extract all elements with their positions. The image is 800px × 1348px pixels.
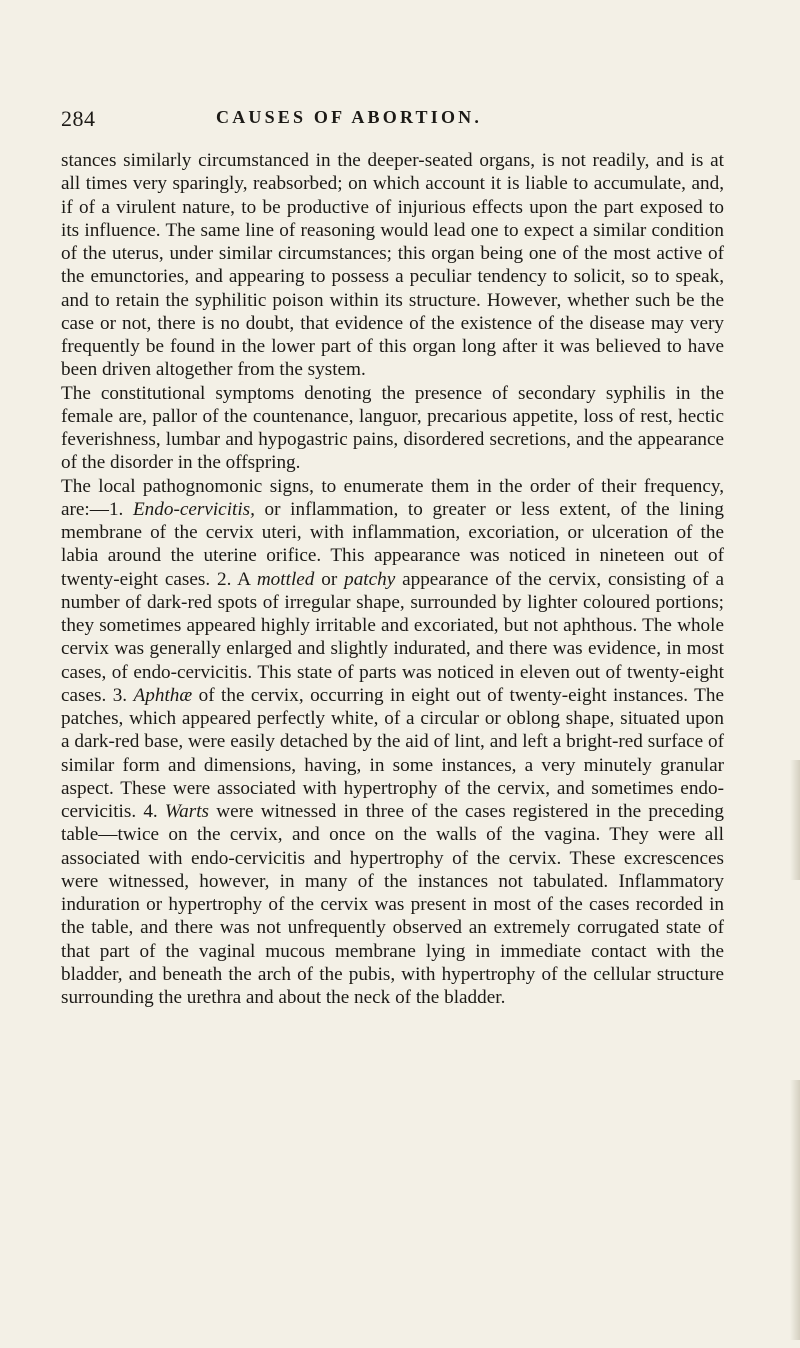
text-run: The constitutional symptoms denoting the presence of secondary syphilis in the female are, pallor of the countenance, languor, precarious appetite, loss of rest, hectic feverishness, lumbar and hypogastric pains, disordered secretions, and the appearance of the disorder in the offspring.: [61, 382, 724, 474]
paragraph: [61, 149, 724, 382]
text-run: of the cervix, occurring in eight out of twenty-eight instances. The patches, which appeared perfectly white, of a circular or oblong shape, situated upon a dark-red base, were easily detached by the aid of lint, and left a bright-red surface of similar form and dimensions, having, in some instances, a very minutely granular aspect. These were associated with hypertrophy of the cervix, and sometimes endo-cervicitis. 4.: [61, 684, 725, 822]
text-run: stances similarly circumstanced in the deeper-seated organs, is not readily, and is at all times very sparingly, reabsorbed; on which account it is liable to accumulate, and, if of a virulent nature, to be productive of injurious effects upon the part exposed to its influence. The same line of reasoning would lead one to expect a similar condition of the uterus, under similar circumstances; this organ being one of the most active of the emunctories, and appearing to possess a peculiar tendency to solicit, so to speak, and to retain the syphilitic poison within its structure. However, whether such be the case or not, there is no doubt, that evidence of the existence of the disease may very frequently be found in the lower part of this organ long after it was believed to have been driven altogether from the system.: [61, 150, 724, 381]
body-text: [61, 149, 724, 1009]
page-edge-shadow: [790, 760, 800, 880]
page-number: 284: [61, 106, 96, 131]
paragraph: [61, 382, 724, 475]
text-run: were witnessed in three of the cases registered in the preceding table—twice on the cervix, and once on the walls of the vagina. They were all associated with endo-cervicitis and hypertrophy of the cervix. These excrescences were witnessed, however, in many of the instances not tabulated. Inflammatory induration or hypertrophy of the cervix was present in most of the cases recorded in the table, and there was not unfrequently observed an extremely corrugated state of that part of the vaginal mucous membrane lying in immediate contact with the bladder, and beneath the arch of the pubis, with hypertrophy of the cellular structure surrounding the urethra and about the neck of the bladder.: [61, 801, 724, 1008]
text-run: or inflammation, to greater or less extent, of the lining membrane of the cervix uteri, with inflammation, excoriation, or ulceration of the labia around the uterine orifice. This appearance was noticed in nineteen out of twenty-eight cases. 2. A: [61, 498, 724, 590]
text-run: The local pathognomonic signs, to enumerate them in the order of their frequency, are:—1.: [61, 475, 724, 520]
paragraph: [61, 475, 724, 1010]
italic-term: Warts: [164, 801, 210, 822]
italic-term: Endo-cervicitis,: [132, 498, 255, 520]
page-header: [61, 106, 721, 134]
italic-term: Aphthæ: [133, 684, 193, 706]
italic-term: patchy: [344, 568, 396, 590]
page-edge-shadow: [790, 1080, 800, 1340]
text-run: appearance of the cervix, consisting of a number of dark-red spots of irregular shape, surrounded by lighter coloured portions; they sometimes appeared highly irritable and excoriated, but not aphthous. The whole cervix was generally enlarged and slightly indurated, and there was evidence, in most cases, of endo-cervicitis. This state of parts was noticed in eleven out of twenty-eight cases. 3.: [61, 568, 725, 706]
text-run: or: [314, 568, 345, 590]
running-head: CAUSES OF ABORTION.: [216, 107, 483, 127]
italic-term: mottled: [256, 568, 315, 590]
